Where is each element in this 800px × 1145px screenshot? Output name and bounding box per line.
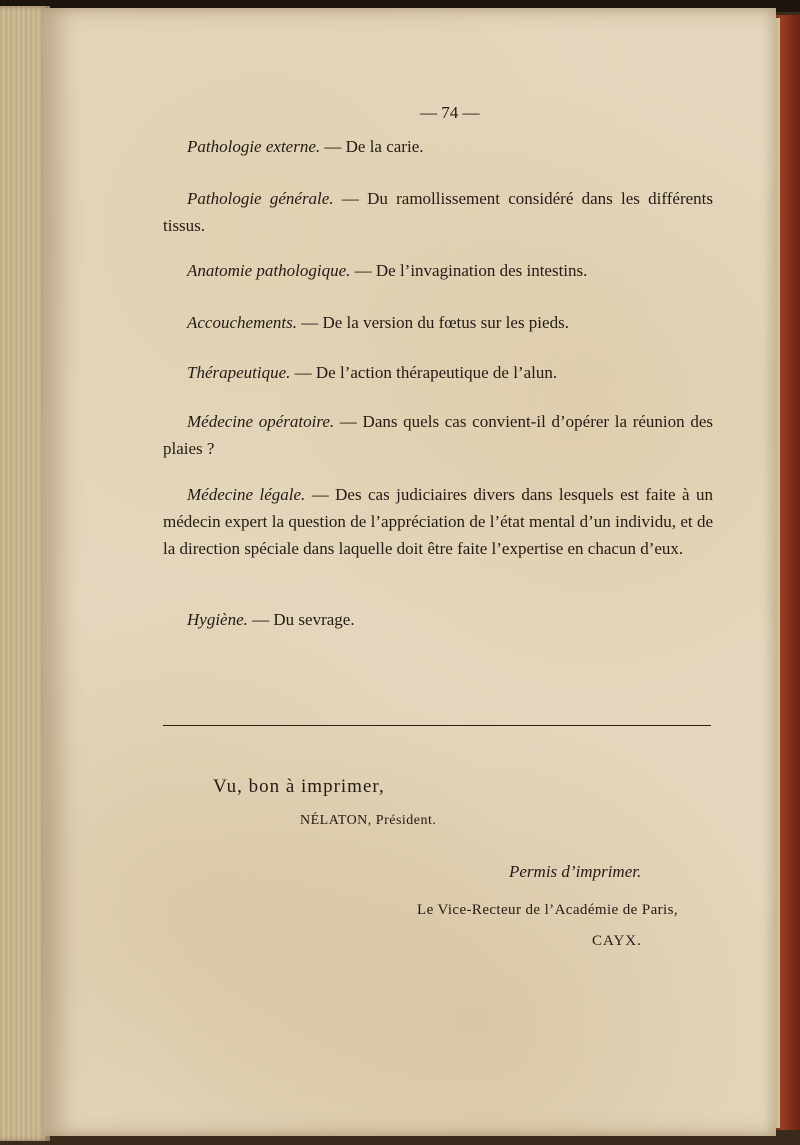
section-title: Accouchements. <box>187 313 297 332</box>
section-hygiene <box>187 606 717 633</box>
section-title: Pathologie générale. <box>187 189 334 208</box>
section-medecine-operatoire <box>163 408 713 462</box>
section-accouchements <box>187 309 717 336</box>
document-page <box>42 8 776 1136</box>
section-text: — De l’action thérapeutique de l’alun. <box>290 363 558 382</box>
section-text: — Dans quels cas convient-il d’opérer la réunion des plaies ? <box>163 412 713 458</box>
approval-president: NÉLATON, Président. <box>300 813 437 828</box>
section-title: Anatomie pathologique. <box>187 261 351 280</box>
approval-permis: Permis d’imprimer. <box>509 862 642 881</box>
page-number: — 74 — <box>420 103 480 122</box>
section-title: Médecine opératoire. <box>187 412 335 431</box>
section-title: Pathologie externe. <box>187 137 321 156</box>
section-text: — Du ramollissement considéré dans les différents tissus. <box>163 189 713 235</box>
section-text: — De l’invagination des intestins. <box>350 261 588 280</box>
approval-vice-recteur: Le Vice-Recteur de l’Académie de Paris, <box>417 902 678 918</box>
section-title: Thérapeutique. <box>187 363 291 382</box>
horizontal-rule <box>163 725 711 726</box>
section-anatomie-pathologique <box>187 257 717 284</box>
section-pathologie-externe <box>187 133 717 160</box>
section-text: — De la carie. <box>320 137 424 156</box>
section-therapeutique <box>187 359 717 386</box>
section-pathologie-generale <box>163 185 713 239</box>
section-text: — Du sevrage. <box>247 610 355 629</box>
section-title: Hygiène. <box>187 610 248 629</box>
section-text: — Des cas judiciaires divers dans lesquels est faite à un médecin expert la question de l’appréciation de l’état mental d’un individu, et de la direction spéciale dans laquelle doit être faite l’expertise en chacun d’eux. <box>163 485 713 558</box>
section-medecine-legale <box>163 481 713 562</box>
section-title: Médecine légale. <box>187 485 306 504</box>
approval-signature: CAYX. <box>592 933 642 949</box>
section-text: — De la version du fœtus sur les pieds. <box>296 313 569 332</box>
approval-vu: Vu, bon à imprimer, <box>213 776 385 797</box>
